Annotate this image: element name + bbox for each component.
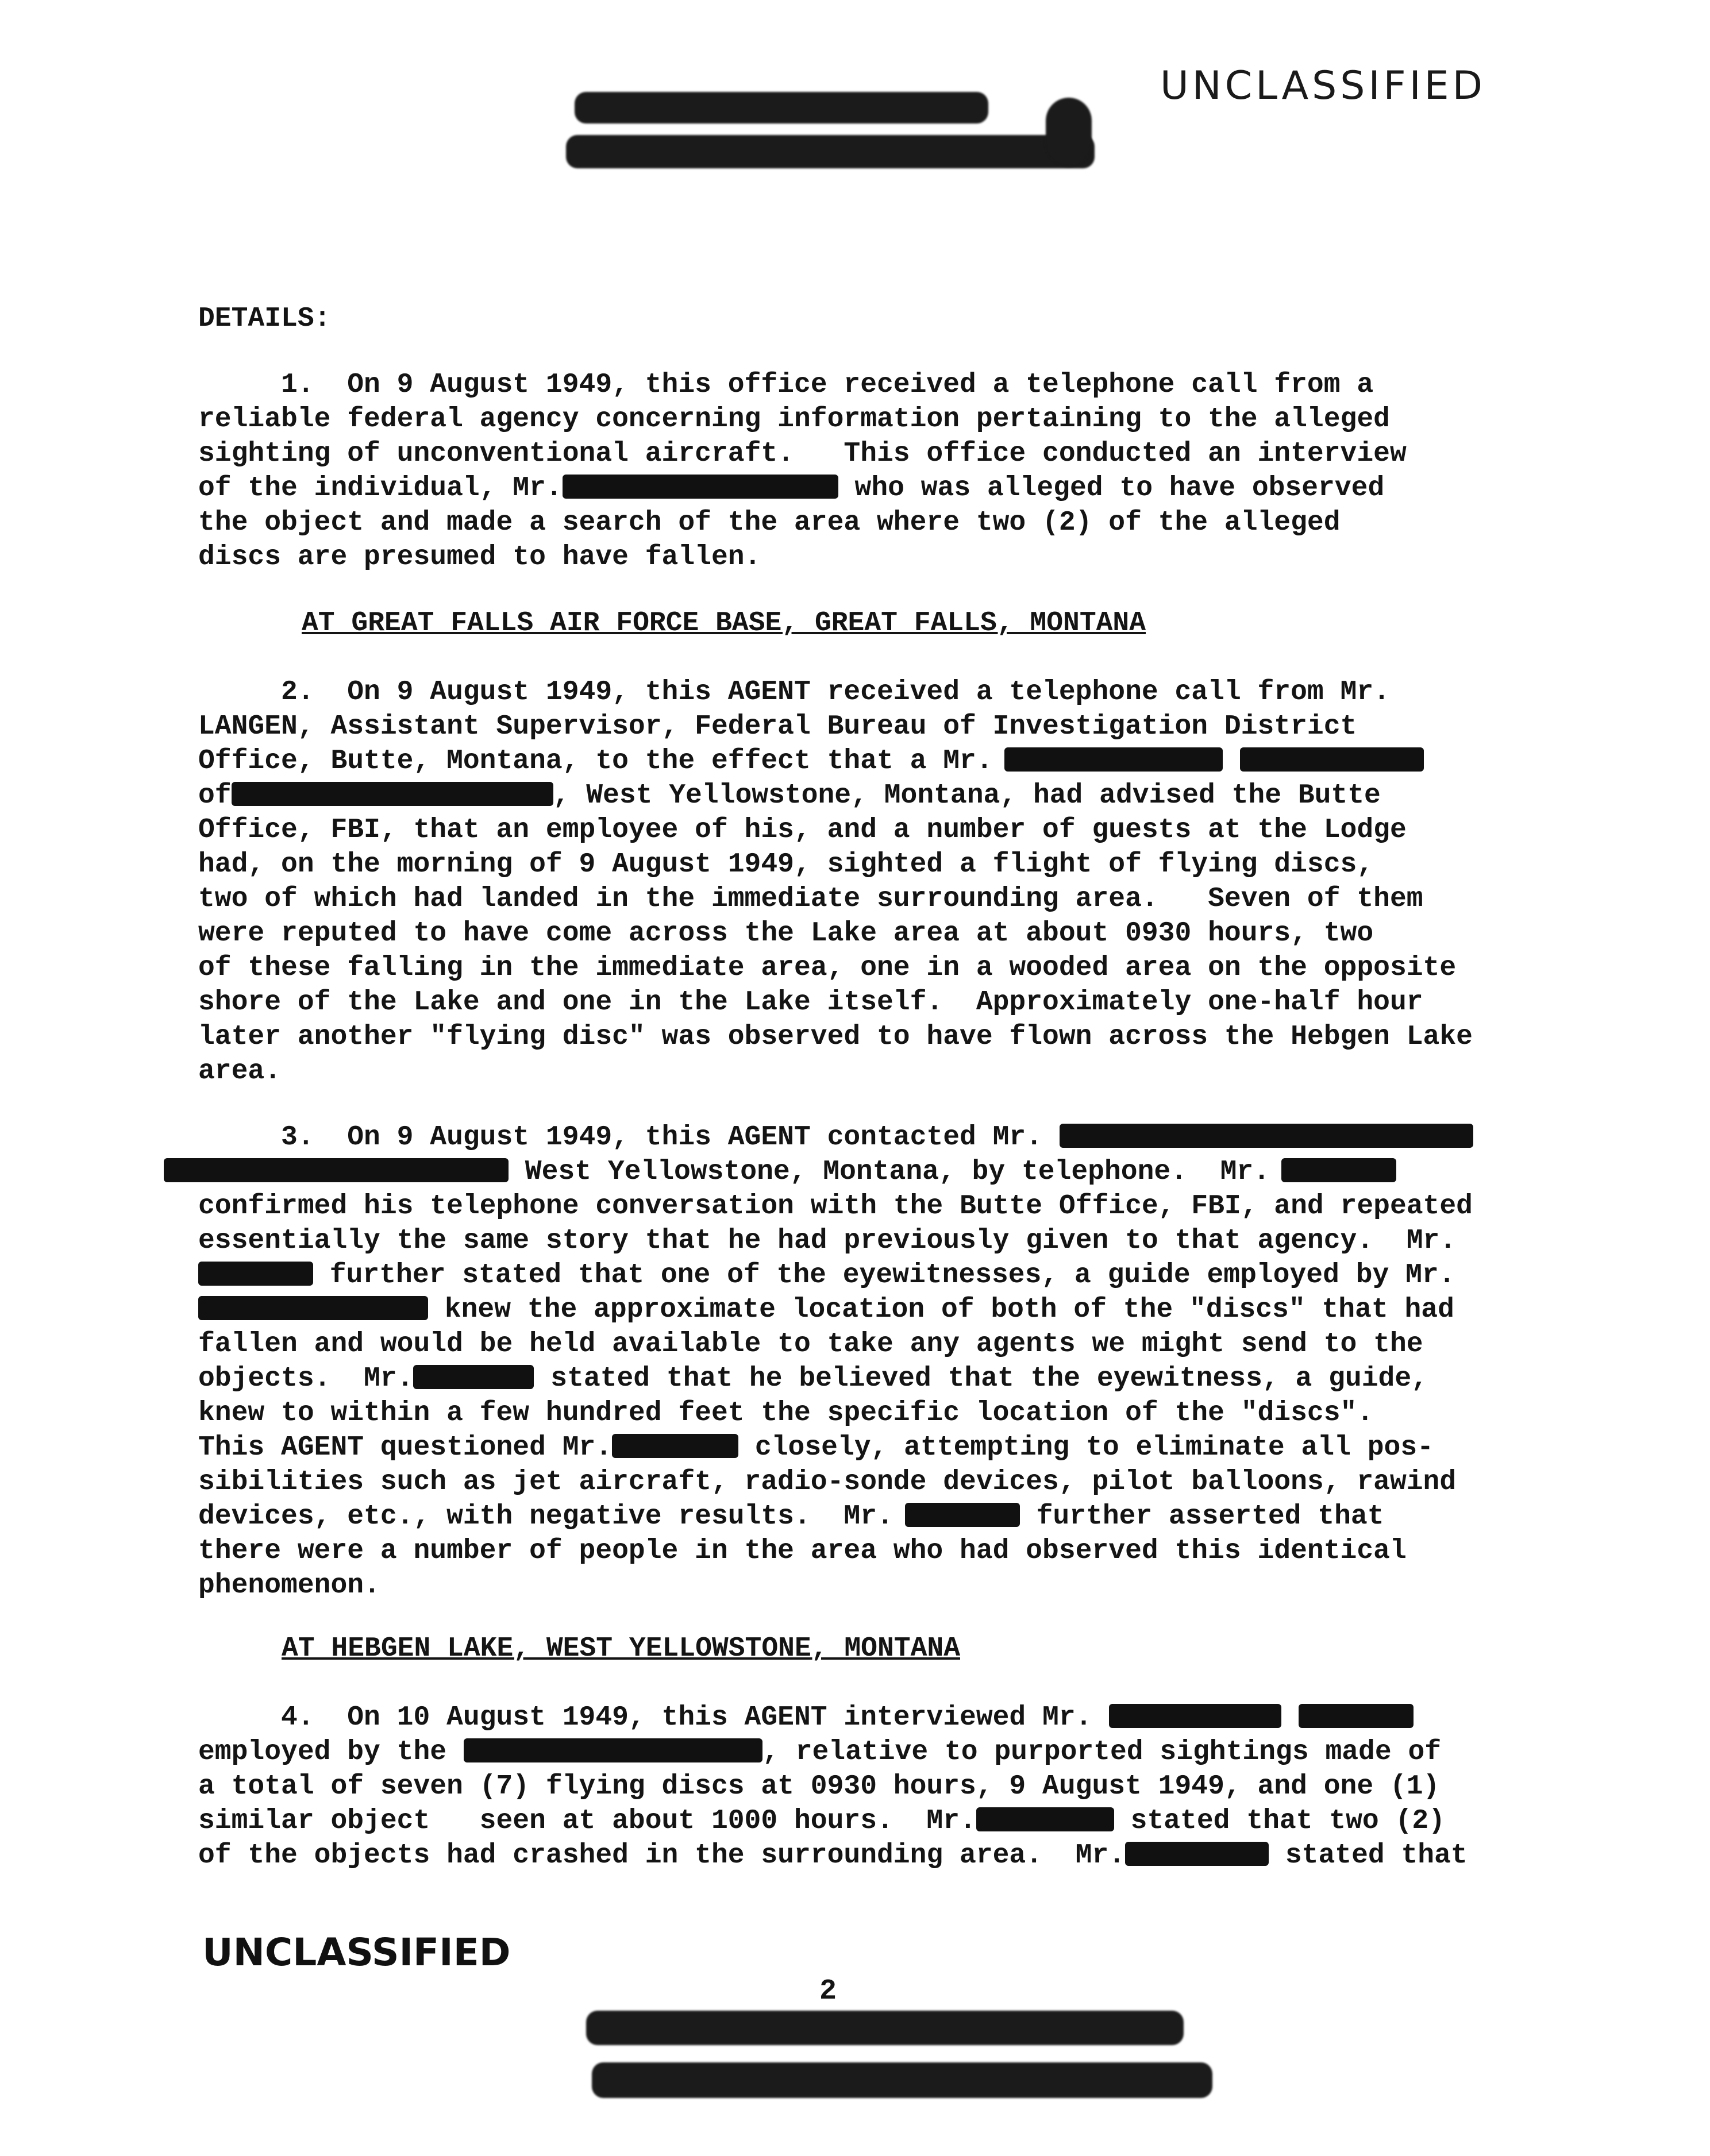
p3-line-1a: 3. On 9 August 1949, this AGENT contacted Mr. — [198, 1122, 1043, 1153]
redaction — [198, 1262, 313, 1286]
p3-line-13: there were a number of people in the area who had observed this identical — [198, 1536, 1407, 1567]
redaction — [1109, 1704, 1281, 1728]
p1-line-4a: of the individual, Mr. — [198, 473, 563, 504]
p3-line-5a: further stated that one of the eyewitnesses, a guide employed by Mr. — [313, 1260, 1455, 1291]
p2-line-6: had, on the morning of 9 August 1949, sighted a flight of flying discs, — [198, 849, 1374, 880]
heading-hebgen-lake: AT HEBGEN LAKE, WEST YELLOWSTONE, MONTANA — [282, 1633, 960, 1664]
p3-line-6a: knew the approximate location of both of the "discs" that had — [428, 1294, 1454, 1325]
p4-line-2 — [198, 1735, 1537, 1769]
redaction — [612, 1434, 738, 1458]
p4-line-1 — [198, 1700, 1537, 1735]
p3-line-1 — [198, 1120, 1537, 1155]
redaction — [1299, 1704, 1414, 1728]
p2-line-4a: of — [198, 780, 232, 811]
p3-line-5 — [198, 1258, 1537, 1293]
p2-line-2: LANGEN, Assistant Supervisor, Federal Bureau of Investigation District — [198, 711, 1357, 742]
p3-line-10 — [198, 1430, 1537, 1465]
p4-line-1a: 4. On 10 August 1949, this AGENT interviewed Mr. — [198, 1702, 1092, 1733]
redaction — [464, 1738, 762, 1762]
redaction — [1125, 1842, 1269, 1866]
p4-line-5b: stated that — [1269, 1840, 1468, 1871]
p4-line-3: a total of seven (7) flying discs at 0930 hours, 9 August 1949, and one (1) — [198, 1771, 1440, 1802]
p2-line-4 — [198, 778, 1537, 813]
p1-line-6: discs are presumed to have fallen. — [198, 542, 761, 573]
redaction — [1004, 747, 1223, 772]
p2-line-8: were reputed to have come across the Lake area at about 0930 hours, two — [198, 918, 1374, 949]
p3-line-8 — [198, 1362, 1537, 1396]
header-redaction-bottom — [566, 135, 1095, 168]
redaction — [164, 1158, 509, 1182]
p2-line-9: of these falling in the immediate area, one in a wooded area on the opposite — [198, 952, 1457, 983]
p3-line-3: confirmed his telephone conversation with the Butte Office, FBI, and repeated — [198, 1191, 1473, 1222]
p3-line-12 — [198, 1499, 1537, 1534]
p3-line-10a: This AGENT questioned Mr. — [198, 1432, 613, 1463]
p1-line-3: sighting of unconventional aircraft. This office conducted an interview — [198, 438, 1407, 469]
p3-line-2a: West Yellowstone, Montana, by telephone. Mr. — [509, 1156, 1270, 1187]
classification-stamp-top: UNCLASSIFIED — [1160, 63, 1486, 109]
p1-line-2: reliable federal agency concerning information pertaining to the alleged — [198, 404, 1390, 435]
p2-line-3a: Office, Butte, Montana, to the effect that a Mr. — [198, 746, 993, 777]
p1-line-4b: who was alleged to have observed — [838, 473, 1385, 504]
p3-line-12a: devices, etc., with negative results. Mr. — [198, 1501, 893, 1532]
p3-line-9: knew to within a few hundred feet the specific location of the "discs". — [198, 1398, 1374, 1429]
redaction — [563, 475, 838, 499]
p3-line-14: phenomenon. — [198, 1570, 380, 1601]
p3-line-8b: stated that he believed that the eyewitness, a guide, — [534, 1363, 1428, 1394]
header-redaction-mark — [1046, 98, 1092, 167]
p4-line-4 — [198, 1804, 1537, 1838]
p1-line-5: the object and made a search of the area where two (2) of the alleged — [198, 507, 1341, 538]
p2-line-4b: , West Yellowstone, Montana, had advised the Butte — [553, 780, 1381, 811]
redaction — [905, 1503, 1020, 1527]
paragraph-3 — [198, 1120, 1537, 1603]
p4-line-4b: stated that two (2) — [1114, 1806, 1445, 1837]
paragraph-4 — [198, 1700, 1537, 1873]
page-number: 2 — [819, 1975, 837, 2008]
p3-line-8a: objects. Mr. — [198, 1363, 414, 1394]
heading-great-falls: AT GREAT FALLS AIR FORCE BASE, GREAT FALLS, MONTANA — [302, 608, 1146, 639]
p3-line-4: essentially the same story that he had previously given to that agency. Mr. — [198, 1225, 1457, 1256]
p4-line-5 — [198, 1838, 1537, 1873]
p3-line-11: sibilities such as jet aircraft, radio-sonde devices, pilot balloons, rawind — [198, 1467, 1457, 1498]
redaction — [413, 1365, 534, 1389]
p1-line-1: 1. On 9 August 1949, this office received a telephone call from a — [198, 369, 1374, 400]
p2-line-5: Office, FBI, that an employee of his, and a number of guests at the Lodge — [198, 815, 1407, 846]
p2-line-3 — [198, 744, 1537, 778]
p4-line-2a: employed by the — [198, 1737, 447, 1768]
p3-line-12b: further asserted that — [1019, 1501, 1384, 1532]
p2-line-1: 2. On 9 August 1949, this AGENT received a telephone call from Mr. — [198, 677, 1390, 708]
header-redaction-top — [575, 92, 988, 124]
p4-line-4a: similar object seen at about 1000 hours. Mr. — [198, 1806, 976, 1837]
p2-line-7: two of which had landed in the immediate surrounding area. Seven of them — [198, 884, 1423, 915]
classification-stamp-bottom: UNCLASSIFIED — [202, 1930, 511, 1974]
p2-line-10: shore of the Lake and one in the Lake itself. Approximately one-half hour — [198, 987, 1423, 1018]
redaction — [1240, 747, 1424, 772]
p3-line-7: fallen and would be held available to take any agents we might send to the — [198, 1329, 1423, 1360]
p2-line-11: later another "flying disc" was observed to have flown across the Hebgen Lake — [198, 1021, 1473, 1052]
redaction — [976, 1807, 1114, 1831]
p3-line-10b: closely, attempting to eliminate all pos- — [738, 1432, 1434, 1463]
footer-redaction-bottom — [592, 2062, 1212, 2098]
p3-line-6 — [198, 1293, 1537, 1327]
redaction — [1281, 1158, 1396, 1182]
redaction — [1060, 1124, 1473, 1148]
paragraph-2 — [198, 675, 1537, 1089]
p3-line-2 — [198, 1155, 1537, 1189]
p1-line-4 — [198, 471, 1537, 506]
footer-redaction-top — [586, 2011, 1184, 2045]
details-label: DETAILS: — [198, 303, 331, 334]
p4-line-2b: , relative to purported sightings made of — [762, 1737, 1442, 1768]
p2-line-12: area. — [198, 1056, 282, 1087]
redaction — [232, 782, 553, 806]
redaction — [198, 1296, 428, 1320]
paragraph-1 — [198, 368, 1537, 574]
p4-line-5a: of the objects had crashed in the surrounding area. Mr. — [198, 1840, 1126, 1871]
